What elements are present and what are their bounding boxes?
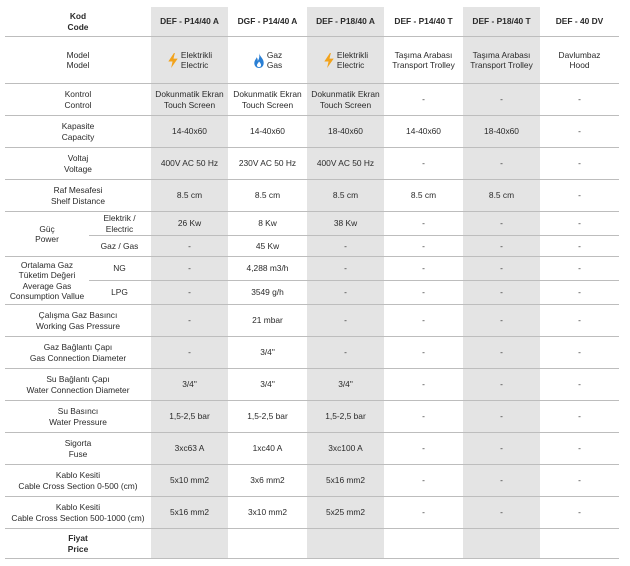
gas-connection-diameter-label: Gaz Bağlantı Çapı Gas Connection Diameter xyxy=(6,337,151,369)
cable-cross-section-0-500-value: - xyxy=(541,465,619,497)
shelf-distance-label: Raf Mesafesi Shelf Distance xyxy=(6,180,151,212)
water-connection-diameter-value: 3/4" xyxy=(151,369,229,401)
gas-consumption-label: Ortalama Gaz Tüketim Değeri Average Gas Consumption Vallue xyxy=(6,257,89,305)
shelf-distance-value: 8.5 cm xyxy=(229,180,307,212)
cable-cross-section-0-500-value: 5x16 mm2 xyxy=(307,465,385,497)
power-electric-value: 38 Kw xyxy=(307,212,385,236)
working-gas-pressure-value: 21 mbar xyxy=(229,305,307,337)
power-gas-value: - xyxy=(541,236,619,257)
voltage-value: 400V AC 50 Hz xyxy=(151,148,229,180)
cable-cross-section-500-1000-row xyxy=(6,497,619,529)
working-gas-pressure-value: - xyxy=(151,305,229,337)
voltage-row xyxy=(6,148,619,180)
code-def-40-dv: DEF - 40 DV xyxy=(541,7,619,37)
gas-lpg-value: 3549 g/h xyxy=(229,281,307,305)
voltage-value: 230V AC 50 Hz xyxy=(229,148,307,180)
model-value: Davlumbaz Hood xyxy=(541,37,619,84)
shelf-distance-row xyxy=(6,180,619,212)
gas-connection-diameter-row xyxy=(6,337,619,369)
fuse-value: 1xc40 A xyxy=(229,433,307,465)
capacity-value: - xyxy=(541,116,619,148)
power-electric-label: Elektrik / Electric xyxy=(89,212,151,236)
power-electric-value: 8 Kw xyxy=(229,212,307,236)
code-def-p14-40-a: DEF - P14/40 A xyxy=(151,7,229,37)
gas-ng-value: - xyxy=(541,257,619,281)
shelf-distance-value: 8.5 cm xyxy=(385,180,463,212)
capacity-value: 14-40x60 xyxy=(151,116,229,148)
power-gas-value: 45 Kw xyxy=(229,236,307,257)
voltage-value: - xyxy=(541,148,619,180)
control-value: Dokunmatik Ekran Touch Screen xyxy=(307,84,385,116)
price-value xyxy=(151,529,229,559)
cable-cross-section-0-500-value: - xyxy=(463,465,541,497)
gas-ng-value: - xyxy=(151,257,229,281)
gas-lpg-value: - xyxy=(541,281,619,305)
fuse-value: - xyxy=(541,433,619,465)
gas-ng-value: - xyxy=(463,257,541,281)
gas-lpg-value: - xyxy=(463,281,541,305)
water-pressure-row xyxy=(6,401,619,433)
power-electric-value: - xyxy=(463,212,541,236)
model-value: Elektrikli Electric xyxy=(151,37,229,84)
cable-cross-section-0-500-row xyxy=(6,465,619,497)
code-dgf-p14-40-a: DGF - P14/40 A xyxy=(229,7,307,37)
water-pressure-label: Su Basıncı Water Pressure xyxy=(6,401,151,433)
fuse-value: 3xc63 A xyxy=(151,433,229,465)
power-gas-row xyxy=(6,236,619,257)
price-row xyxy=(6,529,619,559)
gas-connection-diameter-value: 3/4" xyxy=(229,337,307,369)
code-label: Kod Code xyxy=(6,7,151,37)
price-value xyxy=(307,529,385,559)
capacity-label: Kapasite Capacity xyxy=(6,116,151,148)
gas-connection-diameter-value: - xyxy=(151,337,229,369)
code-def-p14-40-t: DEF - P14/40 T xyxy=(385,7,463,37)
model-value: Gaz Gas xyxy=(229,37,307,84)
cable-cross-section-500-1000-value: 5x16 mm2 xyxy=(151,497,229,529)
capacity-value: 18-40x60 xyxy=(463,116,541,148)
water-connection-diameter-value: - xyxy=(385,369,463,401)
gas-connection-diameter-value: - xyxy=(463,337,541,369)
water-connection-diameter-value: - xyxy=(541,369,619,401)
cable-cross-section-500-1000-value: 3x10 mm2 xyxy=(229,497,307,529)
capacity-value: 14-40x60 xyxy=(385,116,463,148)
water-connection-diameter-label: Su Bağlantı Çapı Water Connection Diameter xyxy=(6,369,151,401)
gas-ng-value: 4,288 m3/h xyxy=(229,257,307,281)
gas-lpg-value: - xyxy=(307,281,385,305)
gas-ng-value: - xyxy=(307,257,385,281)
model-label: Model Model xyxy=(6,37,151,84)
gas-ng-label: NG xyxy=(89,257,151,281)
water-pressure-value: 1,5-2,5 bar xyxy=(151,401,229,433)
working-gas-pressure-value: - xyxy=(307,305,385,337)
water-pressure-value: 1,5-2,5 bar xyxy=(307,401,385,433)
voltage-label: Voltaj Voltage xyxy=(6,148,151,180)
water-connection-diameter-value: 3/4" xyxy=(229,369,307,401)
gas-lpg-value: - xyxy=(385,281,463,305)
fuse-value: 3xc100 A xyxy=(307,433,385,465)
water-connection-diameter-row xyxy=(6,369,619,401)
cable-cross-section-500-1000-value: - xyxy=(385,497,463,529)
gas-lpg-value: - xyxy=(151,281,229,305)
lightning-bolt-icon xyxy=(167,53,179,68)
gas-consumption-ng-row xyxy=(6,257,619,281)
model-value: Taşıma Arabası Transport Trolley xyxy=(385,37,463,84)
capacity-value: 18-40x60 xyxy=(307,116,385,148)
capacity-row xyxy=(6,116,619,148)
spec-table xyxy=(5,6,619,559)
shelf-distance-value: - xyxy=(541,180,619,212)
price-label: Fiyat Price xyxy=(6,529,151,559)
power-gas-value: - xyxy=(151,236,229,257)
power-gas-value: - xyxy=(463,236,541,257)
gas-consumption-lpg-row xyxy=(6,281,619,305)
gas-flame-icon xyxy=(253,53,265,68)
working-gas-pressure-value: - xyxy=(541,305,619,337)
price-value xyxy=(229,529,307,559)
capacity-value: 14-40x60 xyxy=(229,116,307,148)
control-row xyxy=(6,84,619,116)
gas-lpg-label: LPG xyxy=(89,281,151,305)
price-value xyxy=(463,529,541,559)
cable-cross-section-0-500-value: 5x10 mm2 xyxy=(151,465,229,497)
cable-cross-section-500-1000-label: Kablo Kesiti Cable Cross Section 500-1000 (cm) xyxy=(6,497,151,529)
power-electric-value: - xyxy=(541,212,619,236)
code-def-p18-40-a: DEF - P18/40 A xyxy=(307,7,385,37)
voltage-value: 400V AC 50 Hz xyxy=(307,148,385,180)
working-gas-pressure-value: - xyxy=(385,305,463,337)
shelf-distance-value: 8.5 cm xyxy=(151,180,229,212)
control-value: - xyxy=(541,84,619,116)
fuse-value: - xyxy=(463,433,541,465)
power-label: Güç Power xyxy=(6,212,89,257)
cable-cross-section-500-1000-value: - xyxy=(463,497,541,529)
gas-connection-diameter-value: - xyxy=(307,337,385,369)
shelf-distance-value: 8.5 cm xyxy=(463,180,541,212)
water-connection-diameter-value: - xyxy=(463,369,541,401)
fuse-label: Sigorta Fuse xyxy=(6,433,151,465)
water-connection-diameter-value: 3/4" xyxy=(307,369,385,401)
gas-connection-diameter-value: - xyxy=(385,337,463,369)
cable-cross-section-0-500-value: 3x6 mm2 xyxy=(229,465,307,497)
fuse-value: - xyxy=(385,433,463,465)
model-row xyxy=(6,37,619,84)
control-value: Dokunmatik Ekran Touch Screen xyxy=(229,84,307,116)
working-gas-pressure-row xyxy=(6,305,619,337)
gas-connection-diameter-value: - xyxy=(541,337,619,369)
code-def-p18-40-t: DEF - P18/40 T xyxy=(463,7,541,37)
power-electric-row xyxy=(6,212,619,236)
voltage-value: - xyxy=(385,148,463,180)
cable-cross-section-0-500-value: - xyxy=(385,465,463,497)
power-electric-value: 26 Kw xyxy=(151,212,229,236)
power-gas-value: - xyxy=(385,236,463,257)
header-row xyxy=(6,7,619,37)
price-value xyxy=(541,529,619,559)
voltage-value: - xyxy=(463,148,541,180)
power-electric-value: - xyxy=(385,212,463,236)
water-pressure-value: - xyxy=(463,401,541,433)
control-value: Dokunmatik Ekran Touch Screen xyxy=(151,84,229,116)
shelf-distance-value: 8.5 cm xyxy=(307,180,385,212)
control-label: Kontrol Control xyxy=(6,84,151,116)
price-value xyxy=(385,529,463,559)
cable-cross-section-0-500-label: Kablo Kesiti Cable Cross Section 0-500 (cm) xyxy=(6,465,151,497)
power-gas-value: - xyxy=(307,236,385,257)
model-value: Elektrikli Electric xyxy=(307,37,385,84)
cable-cross-section-500-1000-value: 5x25 mm2 xyxy=(307,497,385,529)
power-gas-label: Gaz / Gas xyxy=(89,236,151,257)
working-gas-pressure-label: Çalışma Gaz Basıncı Working Gas Pressure xyxy=(6,305,151,337)
water-pressure-value: - xyxy=(541,401,619,433)
cable-cross-section-500-1000-value: - xyxy=(541,497,619,529)
working-gas-pressure-value: - xyxy=(463,305,541,337)
water-pressure-value: 1,5-2,5 bar xyxy=(229,401,307,433)
water-pressure-value: - xyxy=(385,401,463,433)
gas-ng-value: - xyxy=(385,257,463,281)
fuse-row xyxy=(6,433,619,465)
model-value: Taşıma Arabası Transport Trolley xyxy=(463,37,541,84)
lightning-bolt-icon xyxy=(323,53,335,68)
control-value: - xyxy=(385,84,463,116)
control-value: - xyxy=(463,84,541,116)
